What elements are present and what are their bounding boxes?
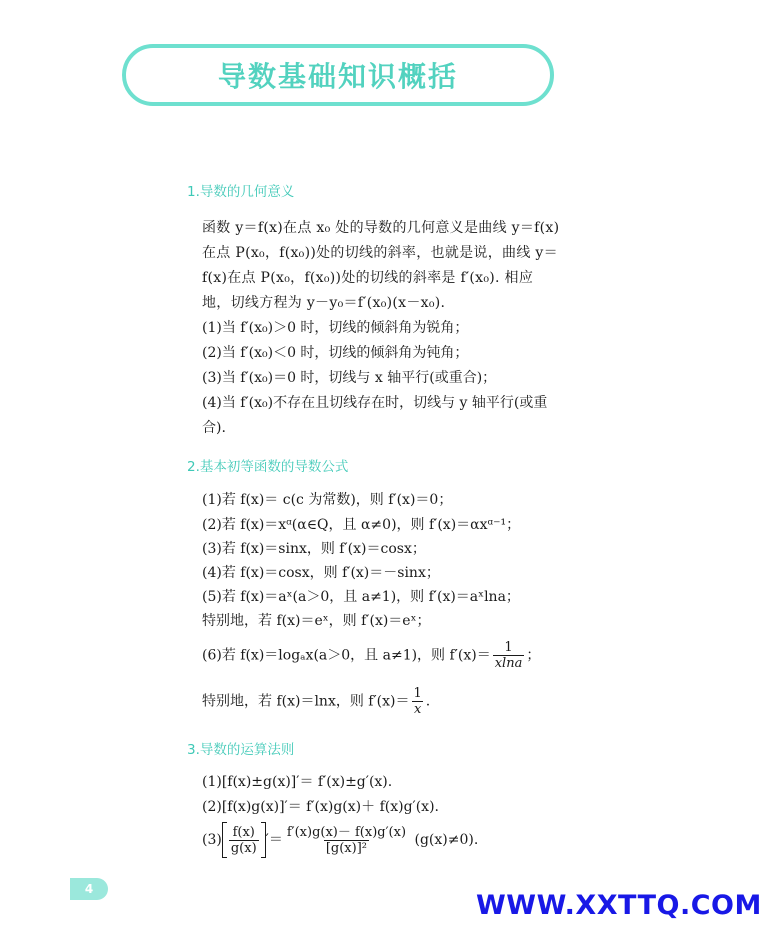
s1-line-7: (3)当 f′(x₀)＝0 时，切线与 x 轴平行(或重合)； [202,370,497,386]
s1-line-9: 合). [202,420,226,436]
result-numerator: f′(x)g(x)－ f(x)g′(x) [286,824,407,840]
s3-line-3-prime: ′＝ [265,832,283,848]
s2-line-8-suffix: . [425,693,431,710]
fraction [411,686,423,717]
title-banner [122,44,554,106]
s2-line-7-suffix: ； [526,647,541,664]
s1-line-3: f(x)在点 P(x₀，f(x₀))处的切线的斜率是 f′(x₀). 相应 [202,270,534,286]
s1-line-2: 在点 P(x₀，f(x₀))处的切线的斜率，也就是说，曲线 y＝ [202,245,558,261]
s3-line-1: (1)[f(x)±g(x)]′＝ f′(x)±g′(x). [202,774,393,790]
s3-line-2: (2)[f(x)g(x)]′＝ f′(x)g(x)＋ f(x)g′(x). [202,799,439,815]
s2-line-7-prefix: (6)若 f(x)＝logₐx(a＞0，且 a≠1)，则 f′(x)＝ [202,647,491,664]
s2-line-7 [202,640,540,671]
s1-line-6: (2)当 f′(x₀)＜0 时，切线的倾斜角为钝角； [202,345,469,361]
result-fraction [285,825,408,856]
s1-line-1: 函数 y＝f(x)在点 x₀ 处的导数的几何意义是曲线 y＝f(x) [202,220,560,236]
fraction [493,640,525,671]
inner-fraction [229,825,259,856]
fraction-denominator: xlna [494,656,523,671]
quotient-bracket [222,822,266,858]
s1-line-5: (1)当 f′(x₀)＞0 时，切线的倾斜角为锐角； [202,320,469,336]
inner-denominator: g(x) [230,840,257,856]
section-heading-3: 3.导数的运算法则 [187,742,295,758]
s3-line-3-prefix: (3) [202,832,222,848]
fraction-numerator: 1 [504,640,513,655]
section-heading-2: 2.基本初等函数的导数公式 [187,459,349,475]
s2-line-5: (5)若 f(x)＝aˣ(a＞0，且 a≠1)，则 f′(x)＝aˣlna； [202,589,520,605]
result-denominator: [g(x)]² [325,840,367,856]
s2-line-2: (2)若 f(x)＝xᵅ(α∈Q，且 α≠0)，则 f′(x)＝αxᵅ⁻¹； [202,517,521,533]
s2-line-4: (4)若 f(x)＝cosx，则 f′(x)＝－sinx； [202,565,440,581]
inner-numerator: f(x) [232,824,255,840]
s2-line-6: 特别地，若 f(x)＝eˣ，则 f′(x)＝eˣ； [202,613,431,629]
s3-line-3-suffix: (g(x)≠0). [410,832,479,848]
page-number: 4 [70,878,108,900]
s2-line-8-prefix: 特别地，若 f(x)＝lnx，则 f′(x)＝ [202,693,410,710]
s1-line-4: 地，切线方程为 y－y₀＝f′(x₀)(x－x₀). [202,295,446,311]
s2-line-8 [202,686,430,717]
watermark: WWW.XXTTQ.COM [476,890,762,921]
s1-line-8: (4)当 f′(x₀)不存在且切线存在时，切线与 y 轴平行(或重 [202,395,548,411]
page-title: 导数基础知识概括 [217,60,458,93]
s2-line-1: (1)若 f(x)＝ c(c 为常数)，则 f′(x)＝0； [202,492,453,508]
s3-line-3 [202,822,478,858]
section-heading-1: 1.导数的几何意义 [187,184,295,200]
s2-line-3: (3)若 f(x)＝sinx，则 f′(x)＝cosx； [202,541,426,557]
fraction-denominator: x [413,702,422,717]
fraction-numerator: 1 [413,686,422,701]
